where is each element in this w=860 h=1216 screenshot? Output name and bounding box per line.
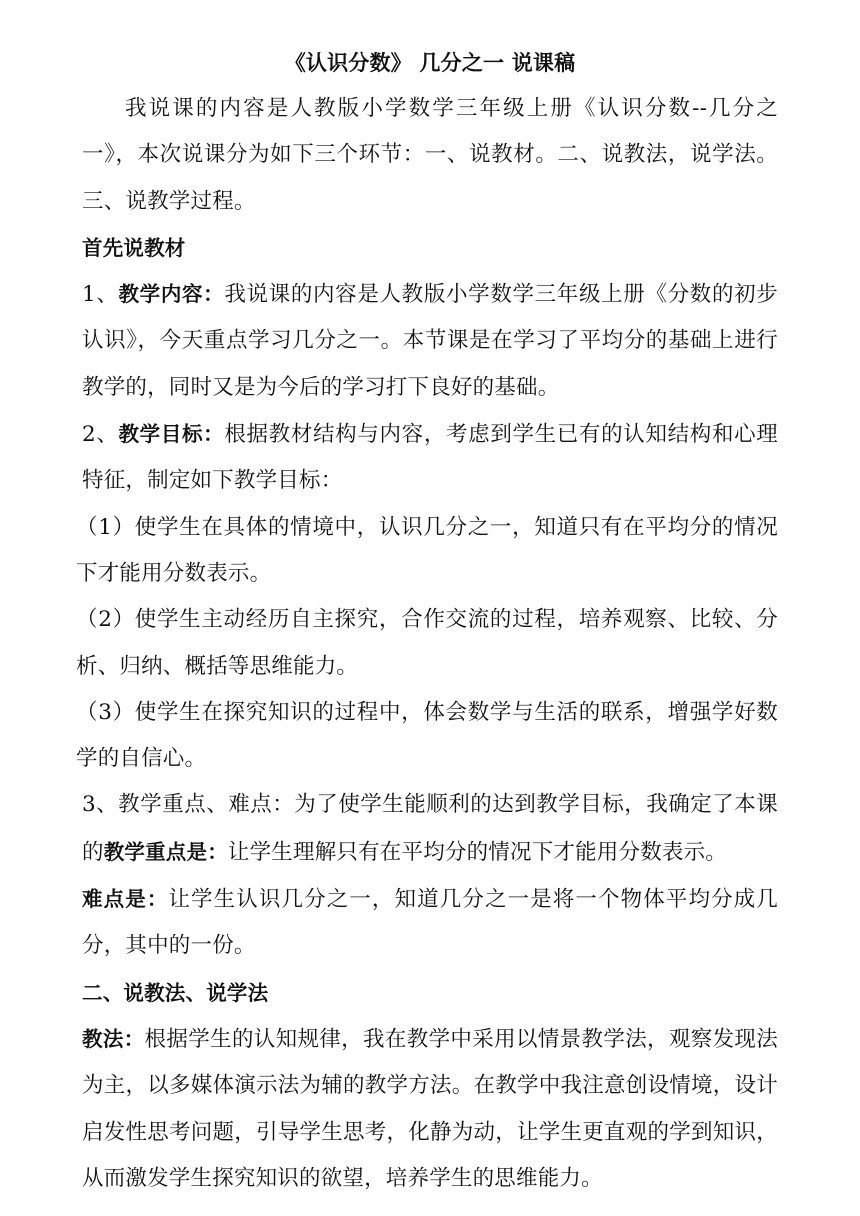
section-heading-methods: 二、说教法、说学法 xyxy=(82,980,269,1005)
key-point-text: 让学生理解只有在平均分的情况下才能用分数表示。 xyxy=(227,839,728,865)
section-heading-textbook: 首先说教材 xyxy=(82,235,186,260)
teaching-content-label: 教学内容： xyxy=(118,282,225,307)
intro-paragraph: 我说课的内容是人教版小学数学三年级上册《认识分数--几分之一》，本次说课分为如下三个环节：一、说教材。二、说教法，说学法。三、说教学过程。 xyxy=(82,96,778,214)
document-page xyxy=(76,40,778,1202)
difficult-point-label: 难点是： xyxy=(82,887,169,912)
teaching-content-paragraph xyxy=(82,271,778,411)
key-point-label: 教学重点是： xyxy=(103,839,228,864)
teaching-content-text: 我说课的内容是人教版小学数学三年级上册《分数的初步认识》，今天重点学习几分之一。本节课是在学习了平均分的基础上进行教学的，同时又是为今后的学习打下良好的基础。 xyxy=(82,282,778,400)
goal-item: （2）使学生主动经历自主探究，合作交流的过程，培养观察、比较、分析、归纳、概括等思维能力。 xyxy=(76,607,778,679)
teaching-method-text: 根据学生的认知规律，我在教学中采用以情景教学法，观察发现法为主，以多媒体演示法为辅的教学方法。在教学中我注意创设情境，设计启发性思考问题，引导学生思考，化静为动，让学生更直观的学到知识，从而激发学生探究知识的欲望，培养学生的思维能力。 xyxy=(82,1026,778,1191)
teaching-method-paragraph xyxy=(82,1016,778,1202)
goal-item: （1）使学生在具体的情境中，认识几分之一，知道只有在平均分的情况下才能用分数表示。 xyxy=(76,514,778,586)
teaching-goals-text: 根据教材结构与内容，考虑到学生已有的认知结构和心理特征，制定如下教学目标： xyxy=(82,422,778,494)
item-number: 2、 xyxy=(82,422,119,448)
item-number: 1、 xyxy=(82,282,119,308)
difficult-point-text: 让学生认识几分之一，知道几分之一是将一个物体平均分成几分，其中的一份。 xyxy=(82,887,778,959)
teaching-method-label: 教法： xyxy=(82,1026,145,1051)
key-difficult-intro: 3、教学重点、难点：为了使学生能顺利的达到教学目标，我确定了本课的 xyxy=(82,792,778,865)
difficult-point-paragraph xyxy=(82,876,778,970)
goal-item: （3）使学生在探究知识的过程中，体会数学与生活的联系，增强学好数学的自信心。 xyxy=(76,699,778,772)
teaching-goals-paragraph xyxy=(82,411,778,505)
document-title: 《认识分数》 几分之一 说课稿 xyxy=(284,51,576,75)
teaching-goals-label: 教学目标： xyxy=(118,422,225,447)
key-difficult-paragraph xyxy=(82,782,778,876)
